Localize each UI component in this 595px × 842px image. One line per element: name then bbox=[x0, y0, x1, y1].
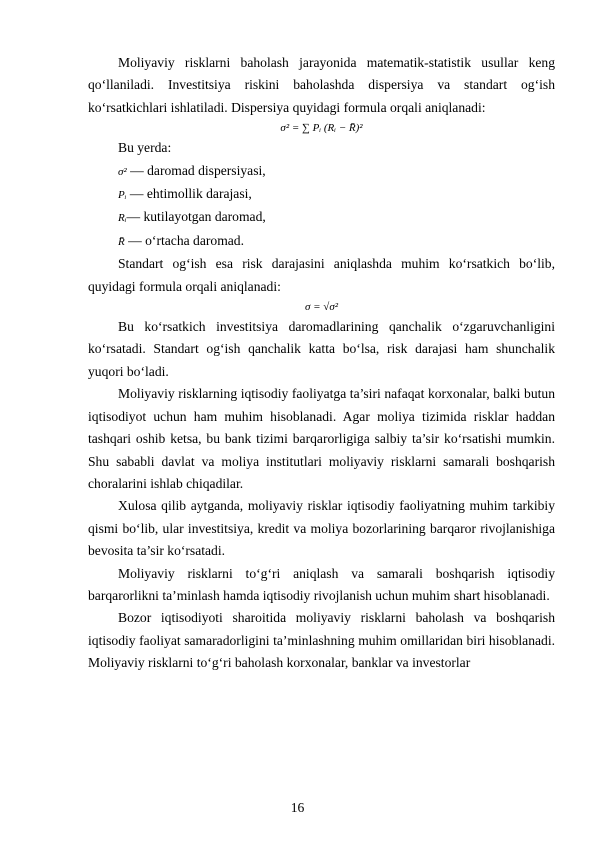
definition-item bbox=[88, 230, 555, 253]
page-number: 16 bbox=[290, 800, 305, 815]
paragraph-standard-deviation: Standart og‘ish esa risk darajasini aniqlashda muhim ko‘rsatkich bo‘lib, quyidagi formula orqali aniqlanadi: bbox=[88, 256, 555, 294]
stddev-formula: σ = √σ² bbox=[304, 301, 339, 314]
definition-list bbox=[88, 160, 555, 254]
definition-symbol: Rᵢ bbox=[118, 212, 127, 225]
paragraph-variability: Bu ko‘rsatkich investitsiya daromadlarining qanchalik o‘zgaruvchanligini ko‘rsatadi. Standart og‘ish qanchalik katta bo‘lsa, risk darajasi ham shunchalik yuqori bo‘ladi. bbox=[88, 319, 555, 379]
definition-item bbox=[88, 206, 555, 229]
document-page bbox=[88, 52, 555, 675]
paragraph-intro: Moliyaviy risklarni baholash jarayonida matematik-statistik usullar keng qo‘llaniladi. Investitsiya riskini baholashda dispersiya va standart og‘ish ko‘rsatkichlari ishlatiladi. Dispersiya quyidagi formula orqali aniqlanadi: bbox=[88, 55, 555, 115]
definition-symbol: R̄ bbox=[118, 235, 125, 248]
definition-item bbox=[88, 160, 555, 183]
definition-symbol: Pᵢ bbox=[118, 189, 127, 202]
paragraph-economic-impact: Moliyaviy risklarning iqtisodiy faoliyatga ta’siri nafaqat korxonalar, balki butun iqtisodiyot uchun ham muhim hisoblanadi. Agar moliya tizimida risklar haddan tashqari oshib ketsa, bu bank tizimi barqarorligiga salbiy ta’sir ko‘rsatishi mumkin. Shu sababli davlat va moliya institutlari moliyaviy risklarni samarali boshqarish choralarini ishlab chiqadilar. bbox=[88, 386, 555, 491]
paragraph-bu-yerda: Bu yerda: bbox=[118, 140, 172, 156]
definition-symbol: σ² bbox=[118, 165, 127, 178]
definition-text: — ehtimollik darajasi, bbox=[126, 186, 252, 202]
paragraph-management: Moliyaviy risklarni to‘g‘ri aniqlash va samarali boshqarish iqtisodiy barqarorlikni ta’minlash hamda iqtisodiy rivojlanish uchun muhim shart hisoblanadi. bbox=[88, 565, 555, 603]
variance-formula: σ² = ∑ Pᵢ (Rᵢ − R̄)² bbox=[280, 122, 363, 135]
definition-text: — daromad dispersiyasi, bbox=[126, 162, 266, 178]
paragraph-market-economy: Bozor iqtisodiyoti sharoitida moliyaviy risklarni baholash va boshqarish iqtisodiy faoliyat samaradorligini ta’minlashning muhim omillaridan biri hisoblanadi. Moliyaviy risklarni to‘g‘ri baholash korxonalar, banklar va investorlar bbox=[88, 610, 555, 671]
definition-item bbox=[88, 183, 555, 206]
definition-text: — kutilayotgan daromad, bbox=[126, 209, 266, 225]
paragraph-conclusion: Xulosa qilib aytganda, moliyaviy risklar iqtisodiy faoliyatning muhim tarkibiy qismi bo‘lib, ular investitsiya, kredit va moliya bozorlarining barqaror rivojlanishiga bevosita ta’sir ko‘rsatadi. bbox=[88, 498, 555, 559]
definition-text: — o‘rtacha daromad. bbox=[124, 232, 245, 248]
